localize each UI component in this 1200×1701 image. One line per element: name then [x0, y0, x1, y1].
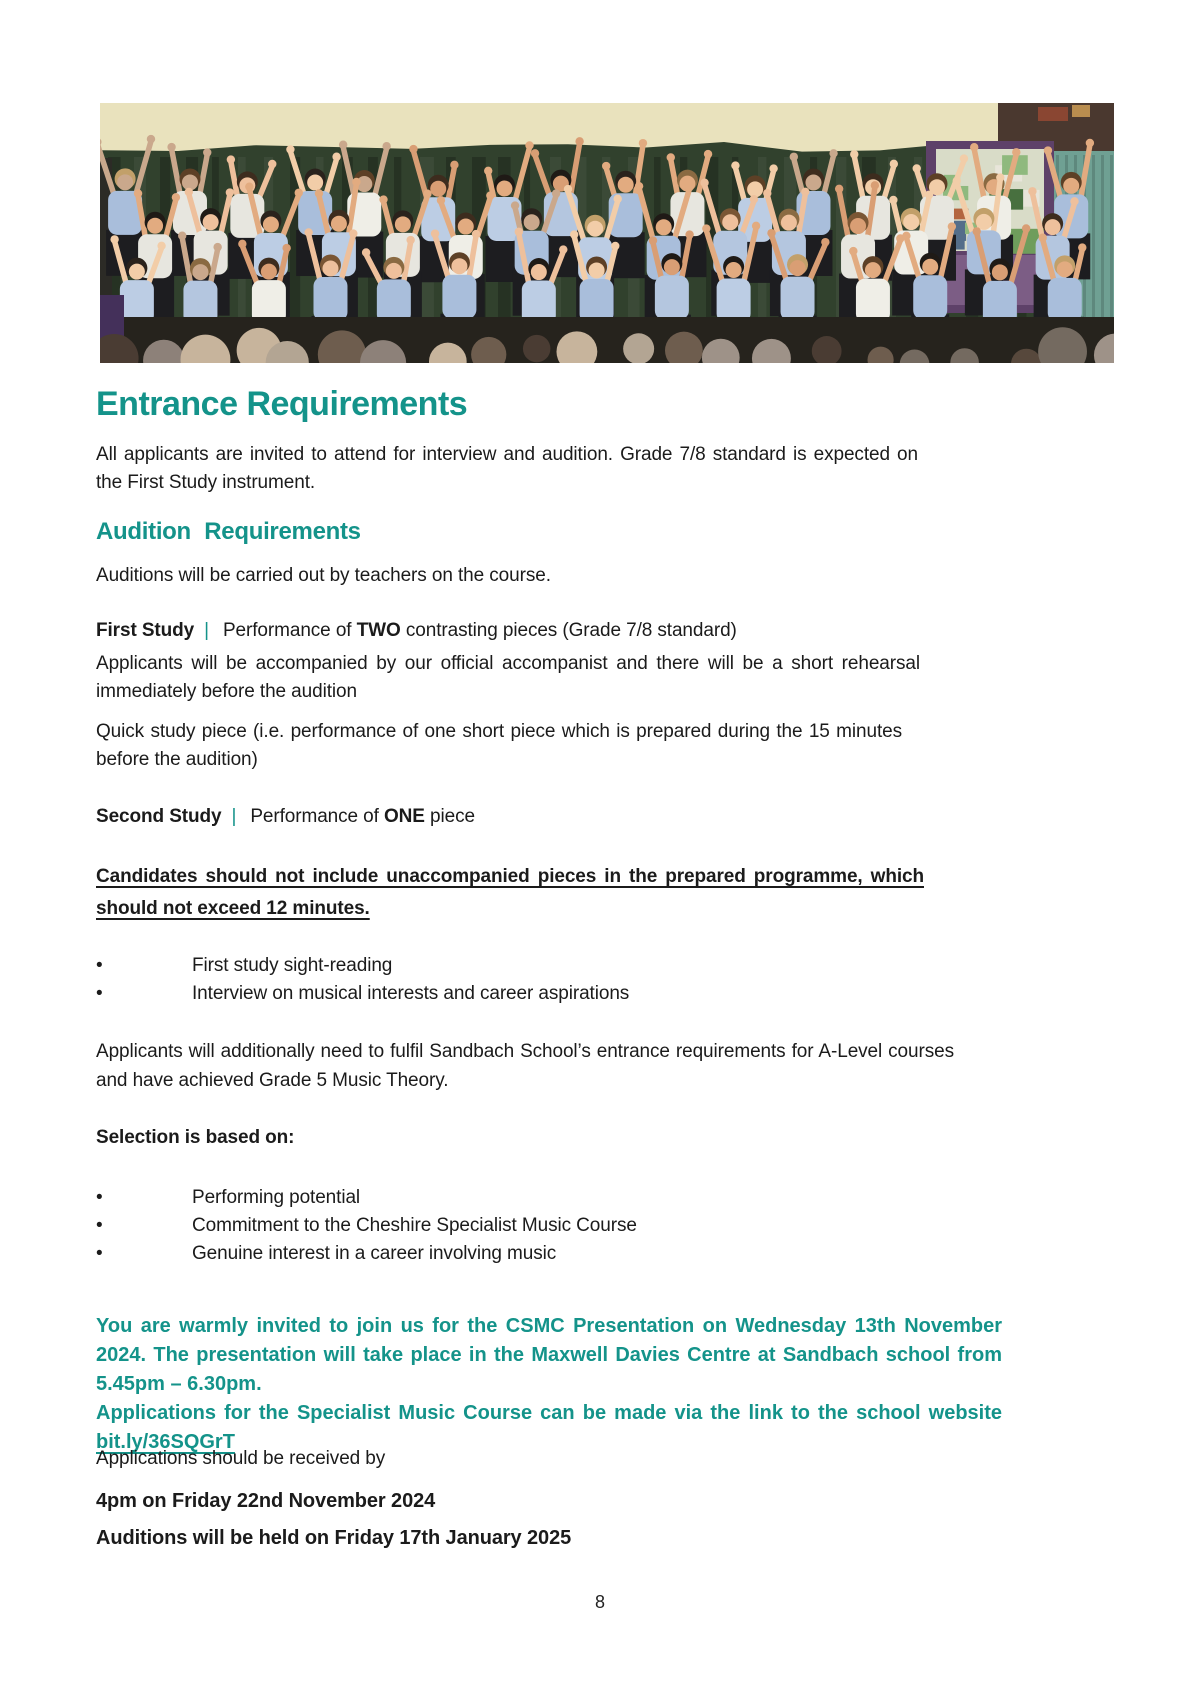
presentation-notice: [96, 1312, 1002, 1457]
additional-requirements-paragraph: Applicants will additionally need to fulfil Sandbach School’s entrance requirements for A-Level courses and have achieved Grade 5 Music Theory.: [96, 1041, 954, 1091]
accompanist-paragraph: Applicants will be accompanied by our official accompanist and there will be a short rehearsal immediately before the audition: [96, 653, 920, 702]
notice-text: You are warmly invited to join us for the CSMC Presentation on Wednesday 13th November 2024. The presentation will take place in the Maxwell Davies Centre at Sandbach school from 5.45pm – 6.30pm.: [96, 1315, 1002, 1395]
audition-date: Auditions will be held on Friday 17th January 2025: [96, 1527, 572, 1549]
list-item-text: Performing potential: [192, 1187, 361, 1208]
separator-pipe: |: [204, 620, 209, 641]
website-link[interactable]: bit.ly/36SQGrT: [96, 1431, 235, 1453]
application-deadline: 4pm on Friday 22nd November 2024: [96, 1490, 436, 1512]
audition-bullet-list: [96, 952, 629, 1008]
choir-photo: [100, 103, 1114, 363]
separator-pipe: |: [231, 806, 237, 827]
list-item: [96, 1184, 637, 1212]
audition-requirements-heading: Audition Requirements: [96, 518, 361, 545]
applications-received-text: Applications should be received by: [96, 1448, 386, 1469]
first-study-text-2: contrasting pieces (Grade 7/8 standard): [400, 620, 737, 641]
bullet-icon: •: [96, 983, 103, 1004]
second-study-emphasis: ONE: [384, 806, 425, 827]
selection-heading: Selection is based on:: [96, 1127, 295, 1148]
bullet-icon: •: [96, 1187, 103, 1208]
bullet-icon: •: [96, 1243, 103, 1264]
first-study-emphasis: TWO: [356, 620, 401, 641]
page-title: Entrance Requirements: [96, 385, 468, 423]
list-item: [96, 952, 629, 980]
list-item-text: Commitment to the Cheshire Specialist Music Course: [192, 1215, 637, 1236]
first-study-text: Performance of: [222, 620, 357, 641]
list-item-text: First study sight-reading: [192, 955, 393, 976]
unaccompanied-warning: Candidates should not include unaccompanied pieces in the prepared programme, which should not exceed 12 minutes.: [96, 866, 924, 919]
second-study-line: [96, 803, 475, 831]
list-item-text: Genuine interest in a career involving music: [192, 1243, 557, 1264]
list-item-text: Interview on musical interests and career aspirations: [192, 983, 630, 1004]
first-study-label: First Study: [96, 620, 195, 641]
second-study-text-2: piece: [424, 806, 475, 827]
list-item: [96, 1212, 637, 1240]
choir-photo-illustration: [100, 103, 1114, 363]
bullet-icon: •: [96, 955, 103, 976]
selection-bullet-list: [96, 1184, 637, 1268]
second-study-text: Performance of: [250, 806, 384, 827]
list-item: [96, 980, 629, 1008]
list-item: [96, 1240, 637, 1268]
page-number: 8: [595, 1592, 605, 1612]
bullet-icon: •: [96, 1215, 103, 1236]
quick-study-paragraph: Quick study piece (i.e. performance of one short piece which is prepared during the 15 minutes before the audition): [96, 721, 902, 770]
intro-paragraph: All applicants are invited to attend for interview and audition. Grade 7/8 standard is expected on the First Study instrument.: [96, 444, 918, 493]
second-study-label: Second Study: [96, 806, 222, 827]
audition-lead: Auditions will be carried out by teachers on the course.: [96, 565, 551, 586]
first-study-line: [96, 617, 737, 645]
notice-text-2: Applications for the Specialist Music Course can be made via the link to the school website: [96, 1402, 1002, 1424]
